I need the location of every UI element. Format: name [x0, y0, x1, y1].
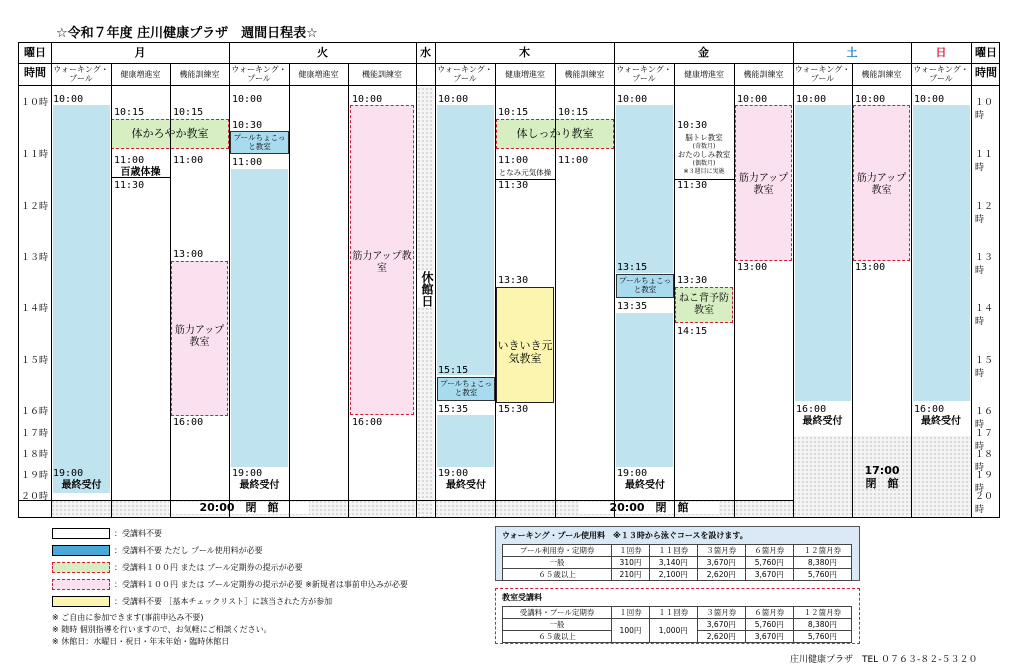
- grid-vline: [435, 43, 436, 517]
- legend-swatch-blue: [52, 545, 110, 556]
- fri-pool-open: [616, 105, 673, 273]
- legend-swatch-pink: [52, 579, 110, 590]
- notore-line: 脳トレ教室: [685, 133, 723, 142]
- fri-pool-open-late: [616, 313, 673, 467]
- time-label: 10:15: [173, 107, 204, 118]
- cell: 5,760円: [793, 569, 851, 581]
- grid-subline: [170, 63, 171, 517]
- time-label: 16:00: [173, 417, 204, 428]
- time-label: 16:00: [352, 417, 383, 428]
- hour-label: １８時: [975, 450, 994, 473]
- room-walking: ウォーキング・プール: [231, 65, 287, 83]
- thu-saishu-label: 最終受付: [446, 480, 486, 491]
- time-label: 15:15: [438, 365, 469, 376]
- cell: 受講料・プール定期券: [503, 607, 612, 619]
- room-kino: 機能訓練室: [362, 69, 402, 79]
- time-label: 11:30: [677, 180, 708, 191]
- time-label: 14:15: [677, 326, 708, 337]
- class-fee-heading: 教室受講料: [502, 593, 542, 602]
- notore-line: おたのしみ教室: [677, 150, 731, 159]
- legend-swatch-green: [52, 562, 110, 573]
- pool-fee-table: [502, 544, 852, 581]
- day-wed: 水: [420, 46, 431, 59]
- time-label: 19:00: [53, 468, 84, 479]
- thu-pool-open-late: [437, 415, 494, 467]
- legend-text: ：受講料不要 ただし プール使用料が必要: [114, 546, 263, 555]
- tue-pool-chokotto-label: プールちょこっと教室: [233, 133, 286, 151]
- grid-vline: [971, 43, 972, 517]
- grid-vline: [51, 43, 52, 517]
- cell: 5,760円: [793, 631, 851, 643]
- room-kenko: 健康増進室: [684, 69, 724, 79]
- mon-pool-open: [53, 105, 110, 493]
- room-kino: 機能訓練室: [861, 69, 902, 79]
- room-walking: ウォーキング・プール: [913, 65, 969, 83]
- grid-hline: [19, 85, 999, 86]
- day-tue: 火: [317, 46, 328, 59]
- time-label: 10:00: [53, 94, 84, 105]
- notore-line: ※３週目に実施: [683, 168, 725, 175]
- grid-vline: [614, 43, 615, 517]
- time-label: 16:00: [914, 404, 945, 415]
- sat-pool-open: [795, 105, 851, 401]
- class-fee-table: [502, 606, 852, 643]
- grid-subline: [674, 63, 675, 517]
- time-label: 15:30: [498, 404, 529, 415]
- cell: ６５歳以上: [503, 569, 612, 581]
- tue-pool-open: [231, 169, 288, 467]
- notore-line: (偶数月): [692, 159, 716, 167]
- room-kino: 機能訓練室: [743, 69, 784, 79]
- fri-kinryoku-label: 筋力アップ教室: [738, 173, 789, 196]
- time-label: 19:00: [232, 468, 263, 479]
- fri-pool-chokotto-label: プールちょこっと教室: [619, 276, 671, 294]
- tue-kinryoku-label: 筋力アップ教室: [352, 251, 412, 274]
- cell: ６５歳以上: [503, 631, 612, 643]
- grid-hline: [19, 63, 999, 64]
- divider: [111, 177, 170, 178]
- pool-fee-panel: [495, 526, 860, 581]
- time-label: 10:15: [114, 107, 145, 118]
- legend-swatch-white: [52, 528, 110, 539]
- hour-label: １３時: [21, 253, 49, 263]
- time-label: 13:30: [677, 275, 708, 286]
- legend-text: ：受講料１００円 または プール定期券の提示が必要 ※新規者は事前申込みが必要: [114, 580, 408, 589]
- time-label: 10:00: [352, 94, 383, 105]
- time-label: 10:00: [438, 94, 469, 105]
- time-label: 13:00: [173, 249, 204, 260]
- note: ※ ご自由に参加できます(事前申込み不要): [52, 613, 204, 622]
- time-label: 13:00: [855, 262, 886, 273]
- grid-subline: [852, 63, 853, 517]
- time-label: 13:00: [737, 262, 768, 273]
- grid-subline: [348, 63, 349, 517]
- cell: １回券: [612, 607, 650, 619]
- jikan-label: 時間: [24, 66, 46, 79]
- cell: 1,000円: [649, 619, 697, 643]
- time-label: 10:00: [796, 94, 827, 105]
- mon-kinryoku-label: 筋力アップ教室: [174, 325, 225, 348]
- cell: 8,380円: [793, 619, 851, 631]
- hour-label: １５時: [975, 356, 994, 379]
- mon-karoyaka-label: 体かろやか教室: [131, 127, 209, 140]
- time-label: 11:00: [232, 157, 263, 168]
- hour-label: １４時: [975, 304, 994, 327]
- room-walking: ウォーキング・プール: [616, 65, 672, 83]
- cell: 3,670円: [745, 569, 793, 581]
- room-walking: ウォーキング・プール: [794, 65, 851, 83]
- heikan: 閉 館: [245, 501, 279, 514]
- hour-label: １９時: [21, 471, 49, 481]
- footer-contact: 庄川健康プラザ TEL ０７６３-８２-５３２０: [790, 655, 978, 665]
- time-label: 19:00: [617, 468, 648, 479]
- hour-label: １７時: [21, 429, 49, 439]
- grid-vline: [911, 43, 912, 517]
- time-label: 10:30: [677, 120, 708, 131]
- time-label: 13:30: [498, 275, 529, 286]
- time-label: 10:30: [232, 120, 263, 131]
- thu-shikkari-label: 体しっかり教室: [516, 127, 594, 140]
- cell: 5,760円: [745, 557, 793, 569]
- time-label: 13:15: [617, 262, 648, 273]
- room-kino: 機能訓練室: [564, 69, 605, 79]
- hour-label: １９時: [975, 471, 994, 494]
- heikan: 閉 館: [655, 501, 689, 514]
- time-label: 16:00: [796, 404, 827, 415]
- time-label: 10:00: [232, 94, 263, 105]
- cell: 2,620円: [697, 569, 745, 581]
- page-title: ☆令和７年度 庄川健康プラザ 週間日程表☆: [56, 26, 318, 41]
- wed-kyukan-label: 休館日: [417, 271, 434, 307]
- time-label: 10:00: [617, 94, 648, 105]
- hour-label: １３時: [975, 253, 994, 276]
- close-time: 20:00: [199, 501, 235, 514]
- time-label: 10:15: [498, 107, 529, 118]
- legend-swatch-yellow: [52, 596, 110, 607]
- sun-saishu-label: 最終受付: [921, 416, 961, 427]
- note: ※ 休館日：水曜日・祝日・年末年始・臨時休館日: [52, 637, 230, 646]
- legend: [52, 522, 492, 612]
- note: ※ 随時 個別指導を行いますので、お気軽にご相談ください。: [52, 625, 272, 634]
- hour-label: １６時: [975, 407, 994, 430]
- cell: 210円: [612, 569, 650, 581]
- closing-label-right: [579, 502, 719, 514]
- hour-label: １１時: [21, 150, 49, 160]
- legend-text: ：受講料不要 ［基本チェックリスト］に該当された方が参加: [114, 597, 333, 606]
- cell: １２箇月券: [793, 607, 851, 619]
- cell: 2,100円: [649, 569, 697, 581]
- time-label: 13:35: [617, 301, 648, 312]
- hour-label: １８時: [21, 450, 49, 460]
- youbi-label: 曜日: [24, 46, 46, 59]
- cell: 一般: [503, 557, 612, 569]
- time-label: 11:00: [114, 155, 145, 166]
- cell: 3,140円: [649, 557, 697, 569]
- grid-subline: [289, 63, 290, 517]
- day-sun: 日: [935, 46, 947, 59]
- hour-label: １４時: [21, 304, 49, 314]
- sat-saishu-label: 最終受付: [802, 416, 843, 427]
- cell: ６箇月券: [745, 607, 793, 619]
- mon-hyakusai-label: 百歳体操: [120, 167, 161, 178]
- mon-saishu-label: 最終受付: [61, 480, 102, 491]
- cell: 310円: [612, 557, 650, 569]
- sat-kinryoku-label: 筋力アップ教室: [856, 173, 907, 196]
- cell: 一般: [503, 619, 612, 631]
- time-label: 15:35: [438, 404, 469, 415]
- cell: ３箇月券: [697, 545, 745, 557]
- youbi-label-right: 曜日: [975, 46, 997, 59]
- time-label: 11:00: [173, 155, 204, 166]
- time-label: 11:30: [114, 180, 145, 191]
- hour-label: １０時: [975, 98, 994, 121]
- cell: 8,380円: [793, 557, 851, 569]
- grid-subline: [555, 63, 556, 517]
- hour-label: １１時: [975, 150, 994, 173]
- close-time: 20:00: [609, 501, 645, 514]
- time-label: 11:00: [498, 155, 529, 166]
- thu-ikiiki-label: いきいき元気教室: [497, 339, 553, 365]
- time-label: 10:15: [558, 107, 589, 118]
- time-label: 10:00: [737, 94, 768, 105]
- hour-label: １７時: [975, 429, 994, 452]
- time-label: 11:30: [498, 180, 529, 191]
- legend-text: ：受講料不要: [114, 529, 162, 538]
- cell: プール利用券・定期券: [503, 545, 612, 557]
- hour-label: １２時: [21, 202, 49, 212]
- weekend-close-time: 17:00: [864, 464, 900, 477]
- time-label: 10:00: [855, 94, 886, 105]
- day-mon: 月: [134, 46, 146, 59]
- cell: ６箇月券: [745, 545, 793, 557]
- jikan-label-right: 時間: [975, 66, 997, 79]
- fri-saishu-label: 最終受付: [625, 480, 665, 491]
- hour-label: １６時: [21, 407, 49, 417]
- grid-subline: [111, 63, 112, 517]
- day-thu: 木: [519, 46, 530, 59]
- fri-neko-label: ねこ背予防教室: [679, 293, 729, 316]
- cell: 3,670円: [745, 631, 793, 643]
- cell: 2,620円: [697, 631, 745, 643]
- day-sat: 土: [846, 46, 858, 59]
- cell: １回券: [612, 545, 650, 557]
- time-label: 19:00: [438, 468, 469, 479]
- pool-fee-heading: ウォーキング・プール使用料 ※１３時から泳ぐコースを設けます。: [502, 531, 748, 540]
- room-kenko: 健康増進室: [120, 69, 161, 79]
- cell: 100円: [612, 619, 650, 643]
- room-kenko: 健康増進室: [298, 69, 339, 79]
- grid-vline: [229, 43, 230, 517]
- legend-text: ：受講料１００円 または プール定期券の提示が必要: [114, 563, 303, 572]
- grid-vline: [793, 43, 794, 517]
- hour-label: １５時: [21, 356, 49, 366]
- cell: 5,760円: [745, 619, 793, 631]
- cell: 3,670円: [697, 619, 745, 631]
- sun-pool-open: [913, 105, 970, 401]
- hour-label: １０時: [21, 98, 49, 108]
- thu-pool-chokotto-label: プールちょこっと教室: [440, 379, 492, 397]
- time-label: 10:00: [914, 94, 945, 105]
- tue-saishu-label: 最終受付: [239, 480, 280, 491]
- grid-vline: [416, 43, 417, 517]
- hour-label: ２０時: [21, 492, 49, 502]
- hour-label: １２時: [975, 202, 994, 225]
- thu-pool-open: [437, 105, 494, 375]
- time-label: 11:00: [558, 155, 589, 166]
- cell: １２箇月券: [793, 545, 851, 557]
- grid-subline: [495, 63, 496, 517]
- day-fri: 金: [698, 46, 709, 59]
- cell: １１回券: [649, 545, 697, 557]
- fri-notore-label: [674, 134, 734, 177]
- room-walking: ウォーキング・プール: [437, 65, 493, 83]
- room-walking: ウォーキング・プール: [53, 65, 109, 83]
- cell: １１回券: [649, 607, 697, 619]
- cell: ３箇月券: [697, 607, 745, 619]
- schedule-grid: [18, 42, 1000, 518]
- thu-tonami-label: となみ元気体操: [498, 168, 552, 177]
- hour-label: ２０時: [975, 492, 994, 515]
- weekend-heikan: 閉 館: [865, 477, 899, 490]
- room-kenko: 健康増進室: [505, 69, 545, 79]
- notore-line: (奇数月): [692, 142, 716, 150]
- room-kino: 機能訓練室: [179, 69, 220, 79]
- grid-hline: [19, 500, 793, 501]
- grid-subline: [734, 63, 735, 517]
- class-fee-panel: [495, 588, 860, 644]
- closing-label-left: [169, 502, 309, 514]
- cell: 3,670円: [697, 557, 745, 569]
